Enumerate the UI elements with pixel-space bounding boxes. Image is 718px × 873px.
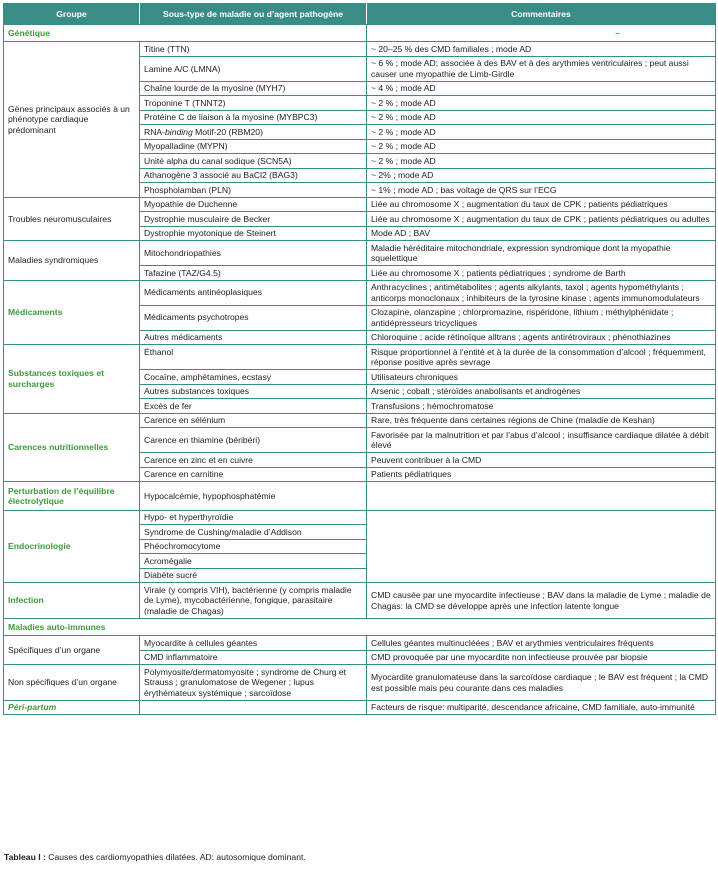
group-cell: Médicaments — [4, 280, 140, 344]
header-row — [4, 4, 716, 25]
group-cell: Non spécifiques d’un organe — [4, 665, 140, 700]
header-groupe: Groupe — [4, 4, 140, 25]
group-cell: Substances toxiques et surcharges — [4, 345, 140, 413]
subtype-cell: Lamine A/C (LMNA) — [140, 56, 367, 81]
subtype-cell: Syndrome de Cushing/maladie d’Addison — [140, 525, 367, 539]
subtype-cell: Titine (TTN) — [140, 42, 367, 56]
subtype-cell: Acromégalie — [140, 554, 367, 568]
table-row — [4, 700, 716, 714]
section-label: Maladies auto-immunes — [4, 618, 716, 635]
subtype-cell: Dystrophie myotonique de Steinert — [140, 226, 367, 240]
comment-cell: Mode AD ; BAV — [367, 226, 716, 240]
section-autoimmunes — [4, 618, 716, 635]
subtype-cell: Athanogène 3 associé au BaCl2 (BAG3) — [140, 168, 367, 182]
subtype-cell: Chaîne lourde de la myosine (MYH7) — [140, 81, 367, 95]
header-sous-type: Sous-type de maladie ou d’agent pathogène — [140, 4, 367, 25]
subtype-cell: Diabète sucré — [140, 568, 367, 582]
table-row — [4, 665, 716, 700]
subtype-cell: Hypo- et hyperthyroïdie — [140, 510, 367, 524]
comment-cell: CMD causée par une myocardite infectieuse ; BAV dans la maladie de Lyme ; maladie de Chagas: la CMD se développe après une infection latente longue — [367, 583, 716, 618]
table-row — [4, 583, 716, 618]
group-cell: Maladies syndromiques — [4, 241, 140, 280]
subtype-cell: Tafazine (TAZ/G4.5) — [140, 266, 367, 280]
table-caption — [4, 852, 306, 862]
subtype-cell — [140, 700, 367, 714]
subtype-cell: CMD inflammatoire — [140, 650, 367, 664]
comment-cell: ~ 2 % ; mode AD — [367, 139, 716, 153]
subtype-cell: Autres substances toxiques — [140, 384, 367, 398]
group-cell: Spécifiques d’un organe — [4, 636, 140, 665]
group-cell: Infection — [4, 583, 140, 618]
comment-cell: Peuvent contribuer à la CMD — [367, 453, 716, 467]
subtype-cell: Protéine C de liaison à la myosine (MYBPC3) — [140, 110, 367, 124]
group-cell: Endocrinologie — [4, 510, 140, 582]
comment-cell: ~ 20–25 % des CMD familiales ; mode AD — [367, 42, 716, 56]
comment-cell — [367, 481, 716, 510]
caption-label: Tableau I : — [4, 852, 46, 862]
comment-cell: Arsenic ; cobalt ; stéroïdes anabolisants et androgènes — [367, 384, 716, 398]
subtype-cell: Polymyosite/dermatomyosite ; syndrome de Churg et Strauss ; granulomatose de Wegener ; lupus érythémateux systémique ; sarcoïdose — [140, 665, 367, 700]
table-row — [4, 510, 716, 524]
causes-table — [3, 3, 716, 715]
subtype-cell: Médicaments antinéoplasiques — [140, 280, 367, 305]
subtype-cell: Myopathie de Duchenne — [140, 197, 367, 211]
table-row — [4, 345, 716, 370]
subtype-cell: Carence en zinc et en cuivre — [140, 453, 367, 467]
comment-cell: Risque proportionnel à l’entité et à la durée de la consommation d’alcool ; fréquemment, réponse positive après sevrage — [367, 345, 716, 370]
subtype-cell: Unité alpha du canal sodique (SCN5A) — [140, 154, 367, 168]
group-cell: Carences nutritionnelles — [4, 413, 140, 481]
comment-cell: CMD provoquée par une myocardite non infectieuse prouvée par biopsie — [367, 650, 716, 664]
group-cell: Péri-partum — [4, 700, 140, 714]
subtype-cell: Myocardite à cellules géantes — [140, 636, 367, 650]
comment-cell: ~ 2 % ; mode AD — [367, 154, 716, 168]
subtype-cell: Excès de fer — [140, 399, 367, 413]
comment-cell: ~ 1% ; mode AD ; bas voltage de QRS sur l’ECG — [367, 183, 716, 197]
comment-cell: ~ 2% ; mode AD — [367, 168, 716, 182]
subtype-cell: Dystrophie musculaire de Becker — [140, 212, 367, 226]
comment-cell: Rare, très fréquente dans certaines régions de Chine (maladie de Keshan) — [367, 413, 716, 427]
comment-cell: Myocardite granulomateuse dans la sarcoïdose cardiaque ; le BAV est fréquent ; la CMD est possible mais peu courante dans ces maladies — [367, 665, 716, 700]
comment-cell: Utilisateurs chroniques — [367, 370, 716, 384]
comment-cell: Cellules géantes multinucléées ; BAV et arythmies ventriculaires fréquents — [367, 636, 716, 650]
header-commentaires: Commentaires — [367, 4, 716, 25]
table-row — [4, 481, 716, 510]
subtype-cell: Phospholamban (PLN) — [140, 183, 367, 197]
comment-cell: Maladie héréditaire mitochondriale, expression syndromique dont la myopathie squelettique — [367, 241, 716, 266]
subtype-cell: Carence en sélénium — [140, 413, 367, 427]
comment-cell: Transfusions ; hémochromatose — [367, 399, 716, 413]
group-cell: Perturbation de l’équilibre électrolytique — [4, 481, 140, 510]
comment-cell: ~ 2 % ; mode AD — [367, 125, 716, 139]
group-cell: Gènes principaux associés à un phénotype cardiaque prédominant — [4, 42, 140, 197]
comment-cell: Anthracyclines ; antimétabolites ; agents alkylants, taxol ; agents hypométhylants ; anticorps monoclonaux ; inhibiteurs de la tyrosine kinase ; agents immunomodulateurs — [367, 280, 716, 305]
section-dash: – — [367, 25, 716, 42]
group-cell: Troubles neuromusculaires — [4, 197, 140, 240]
subtype-cell: Virale (y compris VIH), bactérienne (y compris maladie de Lyme), mycobactérienne, fongique, parasitaire (maladie de Chagas) — [140, 583, 367, 618]
table-row — [4, 197, 716, 211]
comment-cell: ~ 4 % ; mode AD — [367, 81, 716, 95]
comment-cell: ~ 2 % ; mode AD — [367, 110, 716, 124]
table-row — [4, 413, 716, 427]
table-row — [4, 42, 716, 56]
comment-cell: Facteurs de risque: multiparité, descendance africaine, CMD familiale, auto-immunité — [367, 700, 716, 714]
comment-cell: ~ 6 % ; mode AD; associée à des BAV et à des arythmies ventriculaires ; peut aussi causer une myopathie de Limb-Girdle — [367, 56, 716, 81]
subtype-cell: Phéochromocytome — [140, 539, 367, 553]
subtype-cell: RNA-binding Motif-20 (RBM20) — [140, 125, 367, 139]
subtype-cell: Mitochondriopathies — [140, 241, 367, 266]
table-row — [4, 241, 716, 266]
caption-text: Causes des cardiomyopathies dilatées. AD: autosomique dominant. — [45, 852, 306, 862]
subtype-cell: Carence en thiamine (béribéri) — [140, 428, 367, 453]
section-label: Génétique — [4, 25, 367, 42]
subtype-cell: Cocaïne, amphétamines, ecstasy — [140, 370, 367, 384]
table-row — [4, 636, 716, 650]
comment-cell: ~ 2 % ; mode AD — [367, 96, 716, 110]
comment-cell: Liée au chromosome X ; augmentation du taux de CPK ; patients pédiatriques ou adultes — [367, 212, 716, 226]
subtype-cell: Carence en carnitine — [140, 467, 367, 481]
section-genetique — [4, 25, 716, 42]
comment-cell: Favorisée par la malnutrition et par l’abus d’alcool ; insuffisance cardiaque dilatée à débit élevé — [367, 428, 716, 453]
comment-cell: Patients pédiatriques — [367, 467, 716, 481]
subtype-cell: Myopalladine (MYPN) — [140, 139, 367, 153]
subtype-cell: Troponine T (TNNT2) — [140, 96, 367, 110]
comment-cell: Liée au chromosome X ; patients pédiatriques ; syndrome de Barth — [367, 266, 716, 280]
subtype-cell: Éthanol — [140, 345, 367, 370]
subtype-cell: Autres médicaments — [140, 330, 367, 344]
subtype-cell: Médicaments psychotropes — [140, 305, 367, 330]
subtype-cell: Hypocalcémie, hypophosphatémie — [140, 481, 367, 510]
table-row — [4, 280, 716, 305]
comment-cell — [367, 510, 716, 582]
comment-cell: Liée au chromosome X ; augmentation du taux de CPK ; patients pédiatriques — [367, 197, 716, 211]
comment-cell: Chloroquine ; acide rétinoïque alltrans ; agents antirétroviraux ; phénothiazines — [367, 330, 716, 344]
comment-cell: Clozapine, olanzapine ; chlorpromazine, rispéridone, lithium ; méthylphénidate ; antidépresseurs tricycliques — [367, 305, 716, 330]
